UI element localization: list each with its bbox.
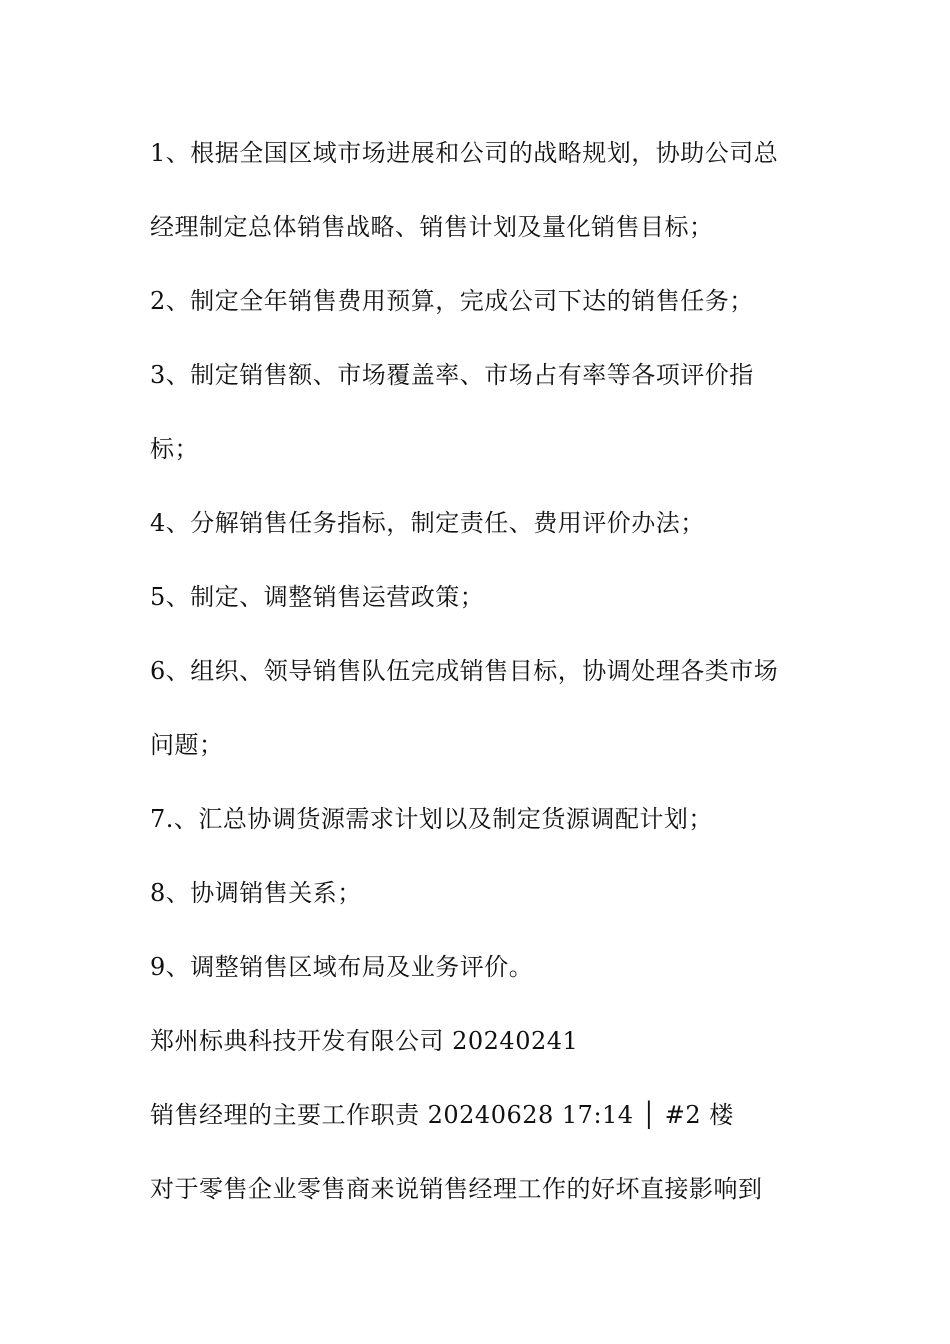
- text-line-3: 2、制定全年销售费用预算，完成公司下达的销售任务；: [150, 287, 754, 315]
- text-line-4: 3、制定销售额、市场覆盖率、市场占有率等各项评价指: [150, 361, 754, 389]
- text-line-12: 9、调整销售区域布局及业务评价。: [150, 953, 534, 981]
- text-line-15: 对于零售企业零售商来说销售经理工作的好坏直接影响到: [150, 1175, 763, 1203]
- company-line: 郑州标典科技开发有限公司 20240241: [150, 1027, 579, 1055]
- text-line-2: 经理制定总体销售战略、销售计划及量化销售目标；: [150, 213, 714, 241]
- text-line-7: 5、制定、调整销售运营政策；: [150, 583, 485, 611]
- text-line-9: 问题；: [150, 731, 224, 759]
- text-line-8: 6、组织、领导销售队伍完成销售目标，协调处理各类市场: [150, 657, 779, 685]
- text-line-5: 标；: [150, 435, 199, 463]
- text-line-1: 1、根据全国区域市场进展和公司的战略规划，协助公司总: [150, 139, 779, 167]
- text-line-10: 7.、汇总协调货源需求计划以及制定货源调配计划；: [150, 805, 713, 833]
- text-line-11: 8、协调销售关系；: [150, 879, 362, 907]
- text-line-6: 4、分解销售任务指标，制定责任、费用评价办法；: [150, 509, 705, 537]
- post-header-line: 销售经理的主要工作职责 20240628 17:14 │ #2 楼: [150, 1101, 734, 1129]
